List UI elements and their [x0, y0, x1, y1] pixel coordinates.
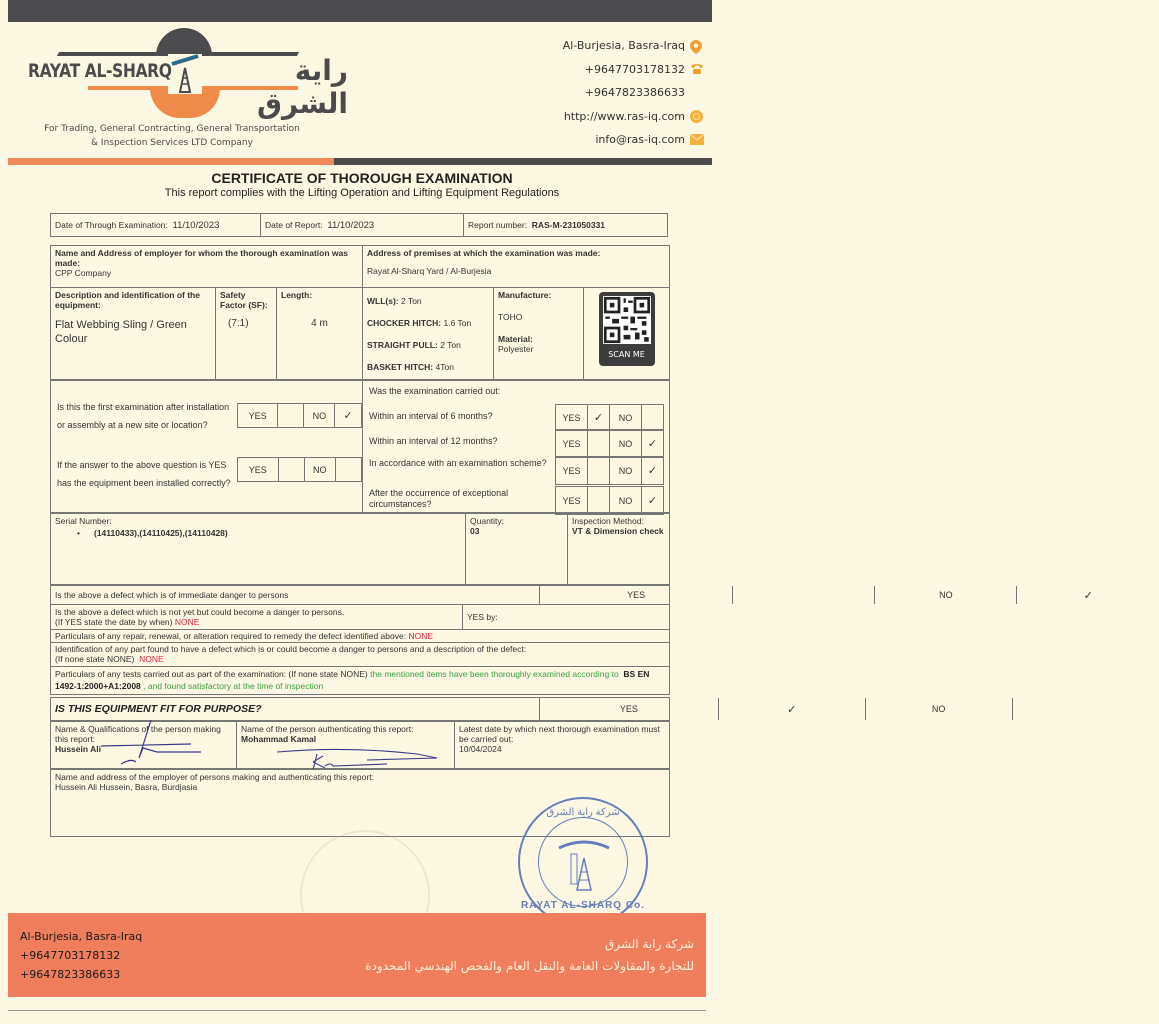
- logo-text-ar: راية الشرق: [256, 54, 348, 120]
- contact-phone-2-text[interactable]: +9647823386633: [584, 86, 685, 100]
- carried-out-yes-no: [555, 486, 664, 515]
- report-maker-label: Name & Qualifications of the person making this report:: [55, 724, 221, 744]
- quantity-value: 03: [470, 526, 480, 536]
- checkmark-icon: ✓: [647, 495, 658, 507]
- contact-address-text: Al-Burjesia, Basra-Iraq: [562, 39, 685, 53]
- footer-address: Al-Burjesia, Basra-Iraq: [20, 930, 143, 943]
- choker-hitch-label: CHOCKER HITCH:: [367, 318, 442, 328]
- carried-out-no-box[interactable]: [642, 487, 664, 515]
- installed-correctly-no-box[interactable]: [335, 458, 361, 482]
- header-contact-block: [563, 34, 702, 152]
- qr-code-icon: [603, 296, 651, 344]
- tests-value-part2: , and found satisfactory at the time of inspection: [143, 681, 324, 691]
- employer-value: CPP Company: [55, 268, 112, 278]
- serial-label: Serial Number:: [55, 516, 112, 526]
- carried-out-question: Within an interval of 6 months?: [369, 411, 493, 421]
- oil-pump-icon: [168, 54, 202, 94]
- manufacture-cell: [494, 288, 584, 381]
- premises-label: Address of premises at which the examination was made:: [367, 248, 601, 258]
- yes-label: YES: [556, 487, 588, 515]
- first-exam-no-box[interactable]: [335, 404, 362, 428]
- yes-label: YES: [238, 458, 279, 482]
- immediate-danger-yes-box[interactable]: [733, 586, 875, 604]
- report-number-value: RAS-M-231050331: [531, 220, 606, 230]
- company-stamp: [518, 797, 648, 927]
- report-authenticator-label: Name of the person authenticating this report:: [241, 724, 414, 734]
- choker-hitch-value: 1.6 Ton: [443, 318, 472, 328]
- basket-hitch-label: BASKET HITCH:: [367, 362, 434, 372]
- immediate-danger-answer-cell: [540, 586, 1093, 605]
- checkmark-icon: ✓: [647, 438, 658, 450]
- first-exam-question: Is this the first examination after installation or assembly at a new site or location?: [57, 402, 230, 430]
- tests-standard: BS EN 1492-1:2000+A1:2008: [55, 669, 650, 691]
- phone-icon: [690, 63, 702, 75]
- contact-website: [563, 105, 702, 129]
- report-authenticator-cell: [237, 722, 455, 769]
- no-label: NO: [610, 405, 642, 431]
- straight-pull-label: STRAIGHT PULL:: [367, 340, 438, 350]
- header-divider: [8, 158, 712, 165]
- carried-out-no-box[interactable]: [642, 430, 664, 458]
- carried-out-cell: [363, 380, 670, 513]
- no-label: NO: [304, 458, 335, 482]
- authenticator-signature: [267, 742, 447, 772]
- no-label: NO: [304, 404, 335, 428]
- carried-out-no-box[interactable]: [642, 405, 664, 431]
- next-exam-cell: [455, 722, 670, 769]
- tests-cell: [51, 667, 670, 695]
- logo-text-en: RAYAT AL-SHARQ: [28, 60, 172, 82]
- fit-for-purpose-yes-no: [540, 698, 1159, 720]
- first-exam-yes-no: [237, 403, 362, 428]
- stamp-text-ar: شركة راية الشرق: [546, 807, 620, 818]
- carried-out-label: Was the examination carried out:: [369, 386, 501, 396]
- company-tagline: [22, 122, 322, 150]
- carried-out-yes-box[interactable]: [588, 457, 610, 485]
- first-exam-cell: [51, 380, 363, 513]
- wll-label: WLL(s):: [367, 296, 399, 306]
- fit-for-purpose-yes-box[interactable]: [718, 698, 865, 720]
- employer-of-persons-label: Name and address of the employer of persons making and authenticating this report:: [55, 772, 374, 782]
- carried-out-yes-box[interactable]: [588, 405, 610, 431]
- yes-label: YES: [556, 405, 588, 431]
- yes-label: YES: [556, 457, 588, 485]
- carried-out-question: After the occurrence of exceptional circumstances?: [369, 488, 509, 509]
- contact-website-link[interactable]: http://www.ras-iq.com: [563, 109, 685, 123]
- carried-out-no-box[interactable]: [642, 457, 664, 485]
- footer-ar-name: شركة راية الشرق: [605, 937, 694, 951]
- manufacture-value: TOHO: [498, 312, 523, 322]
- exam-date-label: Date of Through Examination:: [55, 219, 168, 230]
- yes-label: YES: [556, 430, 588, 458]
- yes-label: YES: [540, 586, 733, 604]
- repair-value: NONE: [408, 631, 433, 641]
- contact-phone-1: [563, 58, 702, 82]
- carried-out-yes-box[interactable]: [588, 487, 610, 515]
- stamp-oil-pump-icon: [539, 818, 629, 908]
- contact-email-link[interactable]: info@ras-iq.com: [595, 133, 685, 147]
- employer-label: Name and Address of employer for whom the thorough examination was made:: [55, 248, 348, 268]
- exam-date-value: 11/10/2023: [172, 219, 220, 231]
- carried-out-yes-box[interactable]: [588, 430, 610, 458]
- manufacture-label: Manufacture:: [498, 290, 552, 300]
- inspection-method-cell: [568, 514, 670, 585]
- footer-phone-1[interactable]: +9647703178132: [20, 949, 121, 962]
- qr-code-badge[interactable]: [599, 292, 655, 366]
- inspection-method-label: Inspection Method:: [572, 516, 644, 526]
- length-value: 4 m: [311, 318, 328, 329]
- report-date-label: Date of Report:: [265, 219, 323, 230]
- repair-question: Particulars of any repair, renewal, or alteration required to remedy the defect identified above:: [55, 631, 407, 641]
- equipment-desc-label: Description and identification of the equipment:: [55, 290, 200, 310]
- future-danger-value: NONE: [174, 617, 200, 627]
- defects-table: [50, 585, 1093, 695]
- basket-hitch-value: 4Ton: [435, 362, 454, 372]
- repair-cell: [51, 630, 670, 643]
- qr-scan-label: SCAN ME: [608, 350, 645, 359]
- yes-label: YES: [540, 698, 718, 720]
- report-number-label: Report number:: [468, 220, 528, 230]
- report-number-cell: [464, 214, 668, 237]
- maker-signature: [91, 718, 211, 768]
- tests-question: Particulars of any tests carried out as part of the examination: (If none state NONE): [55, 669, 368, 679]
- future-danger-sub: (If YES state the date by when): [55, 617, 173, 627]
- first-exam-yes-box[interactable]: [278, 404, 304, 428]
- contact-phone-1-text[interactable]: +9647703178132: [584, 62, 685, 76]
- stamp-text-en: RAYAT AL-SHARQ Co.: [521, 900, 645, 911]
- yes-by-cell: [463, 605, 670, 630]
- no-label: NO: [875, 586, 1017, 604]
- footer-ar-description: للتجارة والمقاولات العامة والنقل العام والفحص الهندسي المحدودة: [365, 959, 694, 973]
- report-date-cell: [261, 214, 464, 237]
- logo-gear-top: [156, 28, 212, 56]
- inspection-method-value: VT & Dimension check: [572, 526, 664, 536]
- immediate-danger-question: Is the above a defect which is of immediate danger to persons: [55, 590, 289, 600]
- header-top-bar: [8, 0, 712, 22]
- premises-cell: [363, 246, 670, 288]
- document-title: CERTIFICATE OF THOROUGH EXAMINATION: [211, 170, 513, 186]
- serial-list-item: • (14110433),(14110425),(14110428): [77, 528, 228, 538]
- wll-value: 2 Ton: [401, 296, 422, 306]
- carried-out-yes-no: [555, 456, 664, 485]
- footer-phone-2[interactable]: +9647823386633: [20, 968, 121, 981]
- immediate-danger-yes-no: [540, 586, 1159, 604]
- report-authenticator-value: Mohammad Kamal: [241, 734, 317, 744]
- yes-by-label: YES by:: [467, 612, 498, 622]
- immediate-danger-no-box[interactable]: [1017, 586, 1159, 604]
- no-label: NO: [865, 698, 1012, 720]
- material-label: Material:: [498, 334, 533, 344]
- next-exam-label: Latest date by which next thorough examination must be carried out:: [459, 724, 660, 744]
- questions-table: [50, 379, 670, 513]
- tagline-line-2: & Inspection Services LTD Company: [91, 138, 253, 148]
- checkmark-icon: ✓: [343, 410, 353, 422]
- length-label: Length:: [281, 290, 313, 300]
- safety-factor-value: (7:1): [228, 318, 249, 329]
- yes-label: YES: [238, 404, 278, 428]
- installed-correctly-question: If the answer to the above question is YES has the equipment been installed correctly?: [57, 460, 231, 488]
- no-label: NO: [610, 430, 642, 458]
- employer-of-persons-value: Hussein Ali Hussein, Basra, Burdjasia: [55, 782, 198, 792]
- footer-bottom-line: [8, 1010, 706, 1011]
- no-label: NO: [610, 487, 642, 515]
- serial-cell: [51, 514, 466, 585]
- checkmark-icon: ✓: [787, 703, 797, 716]
- immediate-danger-cell: [51, 586, 540, 605]
- checkmark-icon: ✓: [647, 465, 658, 477]
- contact-address: [563, 34, 702, 58]
- location-pin-icon: [690, 40, 702, 52]
- footer-band: [8, 913, 706, 997]
- length-cell: [277, 288, 363, 381]
- company-logo: [18, 26, 348, 122]
- fit-for-purpose-question: IS THIS EQUIPMENT FIT FOR PURPOSE?: [55, 703, 262, 715]
- quantity-cell: [466, 514, 568, 585]
- envelope-icon: [690, 134, 702, 146]
- fit-for-purpose-answer-cell: [540, 698, 946, 721]
- contact-email: [563, 128, 702, 152]
- globe-icon: [690, 110, 702, 122]
- no-label: NO: [610, 457, 642, 485]
- carried-out-yes-no: [555, 404, 664, 431]
- qr-cell: [584, 288, 670, 381]
- next-exam-value: 10/04/2024: [459, 744, 502, 754]
- equipment-table: [50, 287, 670, 381]
- serial-table: [50, 513, 670, 585]
- report-maker-cell: [51, 722, 237, 769]
- report-date-value: 11/10/2023: [327, 219, 375, 231]
- tagline-line-1: For Trading, General Contracting, General Transportation: [44, 124, 300, 134]
- checkmark-icon: ✓: [593, 412, 604, 424]
- document-subtitle: This report complies with the Lifting Operation and Lifting Equipment Regulations: [164, 187, 560, 199]
- material-value: Polyester: [498, 344, 534, 354]
- identification-cell: [51, 643, 670, 667]
- carried-out-question: Within an interval of 12 months?: [369, 436, 498, 446]
- employer-cell: [51, 246, 363, 288]
- identification-question: Identification of any part found to have a defect which is or could become a danger to persons and a description of the defect:: [55, 644, 527, 654]
- safety-factor-label: Safety Factor (SF):: [220, 290, 268, 310]
- future-danger-cell: [51, 605, 463, 630]
- installed-correctly-yes-no: [237, 457, 362, 482]
- footer-company-ar: [365, 933, 694, 977]
- wll-cell: [363, 288, 494, 381]
- persons-table: [50, 721, 670, 769]
- straight-pull-value: 2 Ton: [440, 340, 461, 350]
- checkmark-icon: ✓: [1083, 589, 1093, 602]
- serial-value: (14110433),(14110425),(14110428): [93, 528, 228, 538]
- equipment-desc-value: Flat Webbing Sling / Green Colour: [55, 319, 187, 345]
- footer-contact: [20, 927, 142, 984]
- identification-value: NONE: [139, 654, 164, 664]
- identification-sub: (If none state NONE): [55, 654, 135, 664]
- equipment-desc-cell: [51, 288, 216, 381]
- exam-date-cell: [51, 214, 261, 237]
- contact-phone-2: [563, 81, 702, 105]
- premises-value: Rayat Al-Sharq Yard / Al-Burjesia: [367, 266, 492, 276]
- quantity-label: Quantity:: [470, 516, 505, 526]
- installed-correctly-yes-box[interactable]: [278, 458, 304, 482]
- tests-value-part1: the mentioned items have been thoroughly examined according to: [370, 669, 619, 679]
- dates-table: [50, 213, 668, 237]
- carried-out-yes-no: [555, 429, 664, 458]
- employer-premises-table: [50, 245, 670, 288]
- carried-out-question: In accordance with an examination scheme?: [369, 458, 547, 468]
- future-danger-question: Is the above a defect which is not yet but could become a danger to persons.: [55, 607, 345, 617]
- report-maker-value: Hussein Ali: [55, 744, 101, 754]
- fit-for-purpose-no-box[interactable]: [1012, 698, 1159, 720]
- safety-factor-cell: [216, 288, 277, 381]
